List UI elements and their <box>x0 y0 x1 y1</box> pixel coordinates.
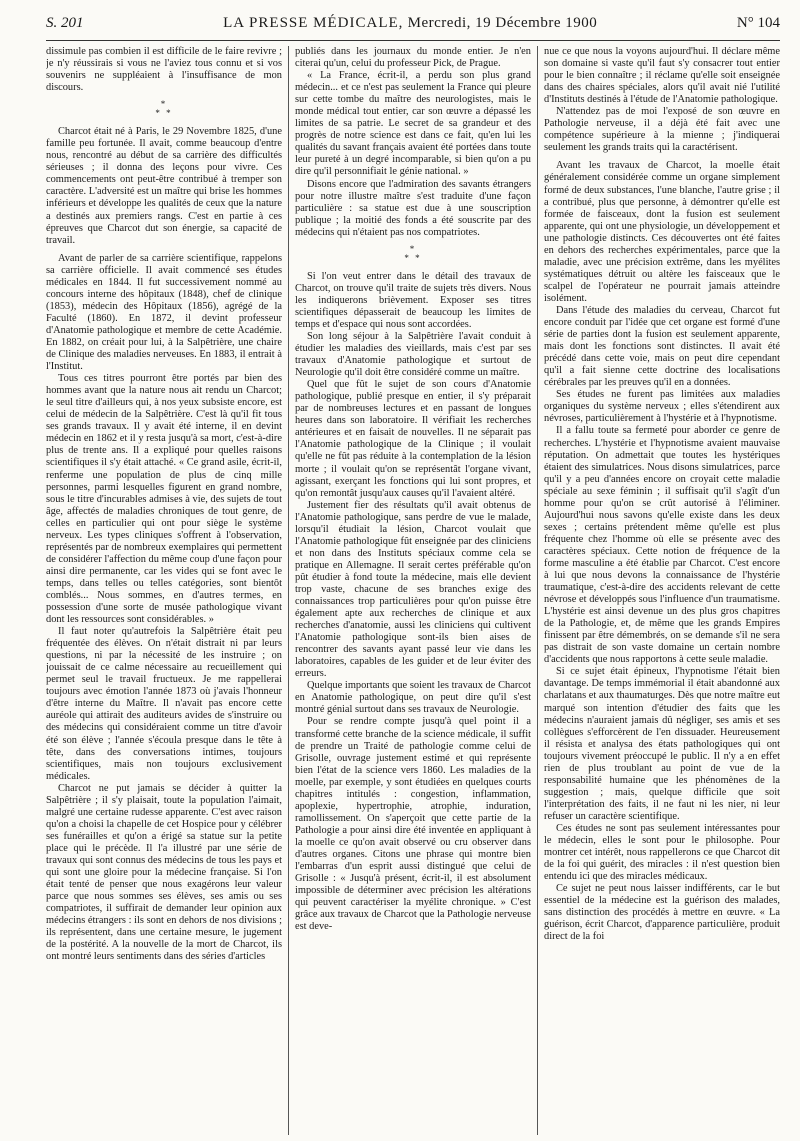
section-separator: * * * <box>404 243 422 263</box>
issue-date: Mercredi, 19 Décembre 1900 <box>407 14 598 31</box>
article-paragraph: dissimule pas combien il est difficile de le faire revivre ; je n'y réussirais si vous ne l'aviez tous connu et si vos souvenirs ne suppléaient à l'insuffisance de mon discours. <box>46 46 282 94</box>
article-paragraph: « La France, écrit-il, a perdu son plus grand médecin... et ce n'est pas seulement la France qui pleure sur cette tombe du maître des neurologistes, mais le monde médical tout entier, car son œuvre a dépassé les limites de sa patrie. Le secret de sa grandeur et des progrès de notre science est dans ce fait, qu'en lui les qualités du savant français avaient été portées dans toute leur pureté à un degré incomparable, si bien qu'on a pu dire qu'il personnifiait le génie national. » <box>295 70 531 178</box>
column-2 <box>288 46 537 1135</box>
article-paragraph: publiés dans les journaux du monde entier. Je n'en citerai qu'un, celui du professeur Pick, de Prague. <box>295 46 531 70</box>
article-paragraph: Il a fallu toute sa fermeté pour aborder ce genre de recherches. L'hystérie et l'hypnotisme avaient mauvaise réputation. On admettait que toutes les hystériques étaient des simulatrices. Nous disons simulatrices, parce qu'il y a peu d'années encore on croyait cette maladie spéciale au sexe féminin ; il suffisait qu'il s'agît d'un homme pour qu'on se crût autorisé à l'éliminer. Aujourd'hui nous savons qu'elle existe dans les deux sexes ; certains prétendent même qu'elle est plus fréquente chez l'homme où elle se présente avec des caractères spéciaux. Cette notion de fréquence de la forme masculine a été établie par Charcot. C'est encore à lui que nous devons la connaissance de l'hystérie traumatique, c'est-à-dire des accidents relevant de cette névrose et développés sous l'influence d'un traumatisme. L'hystérie est ainsi devenue un des plus gros chapitres de la Pathologie, et, de même que les grands Empires finissent par être démembrés, on se demande s'il ne sera pas distrait de son vaste domaine un certain nombre d'accidents que nous rapportons à cette seule maladie. <box>544 425 780 666</box>
article-paragraph: Disons encore que l'admiration des savants étrangers pour notre illustre maître s'est traduite d'une façon particulière : sa statue est due à une souscription publique ; la moitié des fonds a été souscrite par des médecins qui n'étaient pas nos compatriotes. <box>295 178 531 238</box>
publication-title: LA PRESSE MÉDICALE, <box>223 14 404 31</box>
masthead <box>223 15 597 32</box>
article-paragraph: Avant les travaux de Charcot, la moelle était généralement considérée comme un organe simplement formé de deux substances, l'une blanche, l'autre grise ; il a contribué, plus que personne, à démontrer qu'elle est formée de faisceaux, dont la fusion est seulement apparente, qui ont une physiologie, un développement et une pathologie distincts. Ces découvertes ont été faites en dehors des recherches expérimentales, parce que la maladie, avec une précision extrême, dans les myélites systématiques détruit ou altère les faisceaux que le scalpel de l'opérateur ne pourrait jamais atteindre isolément. <box>544 160 780 304</box>
article-paragraph: Ces études ne sont pas seulement intéressantes pour le médecin, elles le sont pour le philosophe. Pour montrer cet intérêt, nous rappellerons ce que Charcot dit de la foi qui guérit, des miracles : il n'est question bien entendu ici que des miracles médicaux. <box>544 823 780 883</box>
section-separator: * * * <box>155 99 173 119</box>
column-3 <box>537 46 780 1135</box>
issue-number: N° 104 <box>736 14 780 31</box>
article-paragraph: Charcot était né à Paris, le 29 Novembre 1825, d'une famille peu fortunée. Il avait, comme beaucoup d'entre nous, rencontré au début de sa carrière des difficultés sérieuses ; il donna des leçons pour vivre. Ces commencements ont peut-être contribué à tremper son caractère. L'adversité est un maître qui brise les hommes inférieurs et développe les qualités de ceux que la nature a destinés aux premiers rangs. C'est en partie à ces épreuves que Charcot dut son énergie, sa capacité de travail. <box>46 126 282 246</box>
article-paragraph: Justement fier des résultats qu'il avait obtenus de l'Anatomie pathologique, sans perdre de vue le malade, lorsqu'il étudiait la lésion, Charcot voulait que l'Anatomie pathologique fût enseignée par des cliniciens et non dans des Instituts spéciaux comme cela se pratique en Allemagne. Il serait certes préférable qu'on pût étudier à fond toute la médecine, mais elle devient trop vaste, chacune de ses branches exige des connaissances trop particulières pour qu'on puisse être également apte aux recherches de clinique et aux recherches d'anatomie, aussi les cliniciens qui cultivent l'Anatomie pathologique sont-ils bien aises de rencontrer des savants ayant passé leur vie dans les laboratoires, capables de les guider et de leur éviter des erreurs. <box>295 499 531 680</box>
article-paragraph: Pour se rendre compte jusqu'à quel point il a transformé cette branche de la science médicale, il suffit de prendre un Traité de pathologie comme celui de Grisolle, ouvrage justement estimé et qui représente bien l'état de la science vers 1860. Les maladies de la moelle, par exemple, y sont étudiées en quelques courts chapitres intitulés : congestion, inflammation, apoplexie, hypertrophie, atrophie, induration, ramollissement. On s'aperçoit que cette partie de la Pathologie a pour ainsi dire été inventée en appliquant à la moelle ce qu'on avait observé ou cru observer dans d'autres organes. Citons une phrase qui montre bien l'embarras d'un esprit aussi distingué que celui de Grisolle : « Jusqu'à présent, écrit-il, il est absolument impossible de déterminer avec précision les altérations qui peuvent caractériser la myélite chronique. » C'est grâce aux travaux de Charcot que la Pathologie nerveuse est deve- <box>295 716 532 933</box>
article-paragraph: Ses études ne furent pas limitées aux maladies organiques du système nerveux ; elles s'étendirent aux névroses, particulièrement à l'hystérie et à l'hypnotisme. <box>544 389 780 425</box>
article-paragraph: Quel que fût le sujet de son cours d'Anatomie pathologique, publié presque en entier, il s'y préparait par de nombreuses lectures et en passant de longues heures dans son laboratoire. Il vérifiait les recherches antérieures et en faisait de nouvelles. Il ne séparait pas l'Anatomie pathologique de la Clinique ; il voulait qu'elle ne fût pas réduite à la contemplation de la lésion morte ; il voulait qu'on se représentât l'organe vivant, agissant, exerçant les fonctions qui lui sont propres, et qu'on remontât jusqu'aux causes qu'il l'avaient altéré. <box>295 379 531 499</box>
article-paragraph: Ce sujet ne peut nous laisser indifférents, car le but essentiel de la médecine est la guérison des malades, sans distinction des procédés à mettre en œuvre. « La guérison, écrit Charcot, d'apparence particulière, produit direct de la foi <box>544 883 780 943</box>
article-paragraph: Il faut noter qu'autrefois la Salpêtrière était peu fréquentée des élèves. On n'était distrait ni par leurs questions, ni par la nécessité de les instruire ; on jouissait de ce calme nécessaire au recueillement qui permet seul le travail fructueux. Je me rappellerai toujours avec émotion l'année 1873 où j'avais l'honneur d'être interne du Maître. Il n'avait pas encore cette auréole qui attirait des auditeurs avides de s'instruire ou des médecins qui considéraient comme un titre d'avoir été son élève ; l'année s'écoula presque dans le tête à tête, dans des conversations intimes, toujours scientifiques, mais non toujours exclusivement médicales. <box>46 626 282 782</box>
column-1 <box>46 46 288 1135</box>
page-number: S. 201 <box>46 14 84 31</box>
article-paragraph: N'attendez pas de moi l'exposé de son œuvre en Pathologie nerveuse, il a déjà été fait avec une compétence supérieure à la mienne ; j'indiquerai seulement les grands traits qui la caractérisent. <box>544 106 780 154</box>
article-paragraph: Dans l'étude des maladies du cerveau, Charcot fut encore conduit par l'idée que cet organe est formé d'une série de parties dont la fusion est seulement apparente, mais dont les fonctions sont distinctes. Il avait été précédé dans cette voie, mais on peut dire cependant qu'il a fait sienne cette doctrine des localisations cérébrales par les preuves qu'il en a données. <box>544 304 780 389</box>
article-paragraph: Si l'on veut entrer dans le détail des travaux de Charcot, on trouve qu'il traite de sujets très divers. Nous les indiquerons brièvement. Exposer ses titres scientifiques dépasserait de beaucoup les limites de temps et d'espace qui nous sont accordées. <box>295 270 531 330</box>
article-paragraph: Avant de parler de sa carrière scientifique, rappelons sa carrière officielle. Il avait commencé ses études médicales en 1844. Il fut successivement nommé au concours interne des hôpitaux (1848), chef de clinique (1853), médecin des Hôpitaux (1856), agrégé de la Faculté (1860). En 1872, il devint professeur d'Anatomie pathologique et membre de cette Académie. En 1882, on créait pour lui, à la Salpêtrière, une chaire de Clinique des maladies nerveuses. En 1883, il entrait à l'Institut. <box>46 252 282 373</box>
article-paragraph: nue ce que nous la voyons aujourd'hui. Il déclare même son domaine si vaste qu'il faut s'y consacrer tout entier pour le bien connaître ; il réclame qu'elle soit enseignée dans des chaires spéciales, alors qu'il avait nié l'utilité d'Instituts destinés à l'étude de l'Anatomie pathologique. <box>544 46 780 106</box>
article-paragraph: Tous ces titres pourront être portés par bien des hommes avant que la nature nous ait rendu un Charcot; le seul titre d'ailleurs qui, à nos yeux subsiste encore, est celui de médecin de la Salpêtrière. C'est là qu'il fit tous ses grands travaux. Il y avait été interne, il en devint médecin en 1862 et il y resta jusqu'à sa mort, c'est-à-dire plus de trente ans. Il a expliqué pour quelles raisons scientifiques il s'y était attaché. « Ce grand asile, écrit-il, renferme une population de plus de cinq mille personnes, parmi lesquelles figurent en grand nombre, sous le titre d'incurables admises à vie, des sujets de tout âge, affectés de maladies chroniques de tout genre, de celles en particulier qui ont pour siège le système nerveux. Les types cliniques s'offrent à l'observation, représentés par de nombreux exemplaires qui permettent de considérer l'affection du même coup d'une façon pour ainsi dire permanente, car les vides qui se font avec le temps, dans telles ou telles catégories, sont bientôt comblés... Nous sommes, en d'autres termes, en possession d'une sorte de musée pathologique vivant dont les ressources sont considérables. » <box>46 373 282 626</box>
article-paragraph: Son long séjour à la Salpêtrière l'avait conduit à étudier les maladies des vieillards, mais c'est par ses travaux d'Anatomie pathologique et surtout de Neurologie qu'il doit être considéré comme un maître. <box>295 330 531 379</box>
text-columns <box>46 46 780 1135</box>
article-paragraph: Quelque importants que soient les travaux de Charcot en Anatomie pathologique, on peut dire qu'il s'est montré génial surtout dans ses travaux de Neurologie. <box>295 680 531 716</box>
article-paragraph: Si ce sujet était épineux, l'hypnotisme l'était bien davantage. De temps immémorial il était abandonné aux charlatans et aux thaumaturges. Dès que notre maître eut marqué son intention d'étudier des faits que les médecins n'auraient jamais dû négliger, ses amis et ses collègues s'efforcèrent de l'en dissuader. Heureusement il résista et analysa des états pathologiques qui ont toujours vivement préoccupé le public. Il n'y a en effet rien de plus troublant au point de vue de la responsabilité humaine que les phénomènes de la suggestion ; mais, quelque difficile que soit l'interprétation des faits, il ne faut ni les nier, ni leur refuser un caractère scientifique. <box>544 666 780 822</box>
article-paragraph: Charcot ne put jamais se décider à quitter la Salpêtrière ; il s'y plaisait, toute la population l'aimait, malgré une certaine rudesse apparente. C'est avec raison qu'on a choisi la chapelle de cet Hospice pour y célébrer ses funérailles et qu'on a érigé sa statue sur la petite place qui le précède. Il l'a illustré par une série de travaux qui sont connus des médecins de tous les pays et qui sont une gloire pour la médecine française. Si l'on était tenté de penser que nous exagérons leur valeur parce que nous sommes ses élèves, ses amis ou ses compatriotes, il suffirait de demander leur opinion aux médecins étrangers : ils sont en dehors de nos divisions ; ils représentent, dans une certaine mesure, le jugement de la postérité. A la nouvelle de la mort de Charcot, ils ont montré leurs sentiments dans des séries d'articles <box>46 782 282 963</box>
page-header <box>46 6 780 41</box>
